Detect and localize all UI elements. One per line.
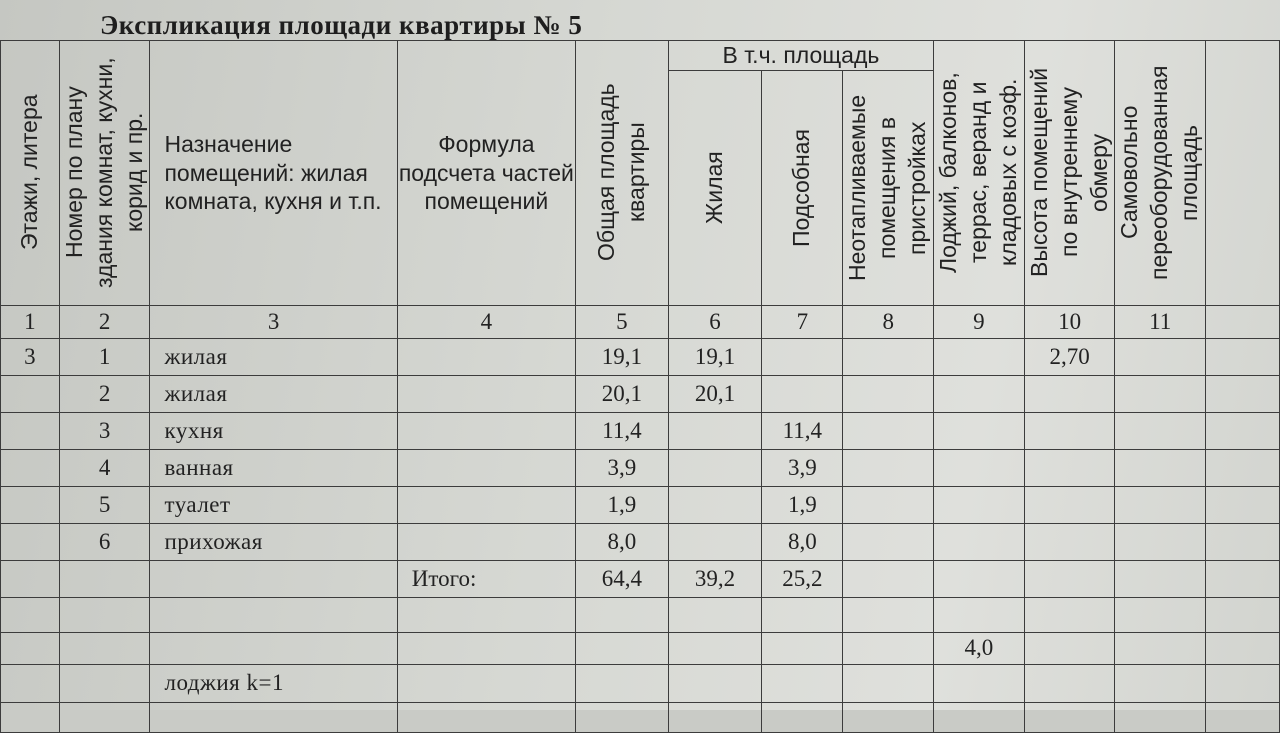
aux-area: 11,4 (762, 412, 843, 449)
room-name: туалет (150, 486, 397, 523)
total-area: 3,9 (575, 449, 668, 486)
total-area: 20,1 (575, 375, 668, 412)
totals-row (1, 560, 1280, 597)
aux-area (762, 338, 843, 375)
living-area (668, 523, 761, 560)
header-auxiliary: Подсобная (762, 70, 843, 305)
table-row (1, 375, 1280, 412)
room-height: 2,70 (1024, 338, 1115, 375)
room-height (1024, 523, 1115, 560)
room-name: жилая (150, 338, 397, 375)
header-formula: Формула подсчета частей помещений (397, 41, 575, 306)
loggia-row (1, 664, 1280, 702)
header-unheated: Неотапливаемые помещения в пристройках (843, 70, 934, 305)
room-number: 6 (59, 523, 150, 560)
total-area: 1,9 (575, 486, 668, 523)
table-row (1, 486, 1280, 523)
header-floors: Этажи, литера (1, 41, 60, 306)
header-total-area: Общая площадь квартиры (575, 41, 668, 306)
loggia-label: лоджия k=1 (150, 664, 397, 702)
table-row (1, 523, 1280, 560)
table-row (1, 449, 1280, 486)
header-including-area: В т.ч. площадь (668, 41, 933, 71)
room-height (1024, 412, 1115, 449)
floor-mark: 3 (1, 338, 60, 375)
loggia-area: 4,0 (934, 632, 1025, 664)
room-number: 5 (59, 486, 150, 523)
header-extra (1206, 41, 1280, 306)
room-name: ванная (150, 449, 397, 486)
header-self-converted: Самовольно переоборудованная площадь (1115, 41, 1206, 306)
totals-living-area: 39,2 (668, 560, 761, 597)
room-number: 2 (59, 375, 150, 412)
header-loggias: Лоджий, балконов, террас, веранд и кладовых с коэф. (934, 41, 1025, 306)
table-row (1, 597, 1280, 632)
room-number: 4 (59, 449, 150, 486)
totals-aux-area: 25,2 (762, 560, 843, 597)
room-number: 3 (59, 412, 150, 449)
room-name: жилая (150, 375, 397, 412)
totals-label: Итого: (397, 560, 575, 597)
living-area (668, 412, 761, 449)
document-title: Экспликация площади квартиры № 5 (100, 10, 583, 40)
room-height (1024, 449, 1115, 486)
room-number: 1 (59, 338, 150, 375)
header-height: Высота помещений по внутреннему обмеру (1024, 41, 1115, 306)
column-number-row: 1 2 3 4 5 6 7 8 9 10 11 (1, 305, 1280, 338)
living-area: 19,1 (668, 338, 761, 375)
living-area (668, 486, 761, 523)
room-height (1024, 486, 1115, 523)
header-room-number: Номер по плану здания комнат, кухни, корид и пр. (59, 41, 150, 306)
header-purpose: Назначение помещений: жилая комната, кухня и т.п. (150, 41, 397, 306)
total-area: 11,4 (575, 412, 668, 449)
room-height (1024, 375, 1115, 412)
total-area: 8,0 (575, 523, 668, 560)
living-area (668, 449, 761, 486)
explication-table (0, 40, 1280, 733)
table-row (1, 702, 1280, 732)
loggia-value-row (1, 632, 1280, 664)
table-row (1, 338, 1280, 375)
aux-area (762, 375, 843, 412)
totals-total-area: 64,4 (575, 560, 668, 597)
aux-area: 3,9 (762, 449, 843, 486)
room-name: кухня (150, 412, 397, 449)
header-living: Жилая (668, 70, 761, 305)
total-area: 19,1 (575, 338, 668, 375)
aux-area: 8,0 (762, 523, 843, 560)
aux-area: 1,9 (762, 486, 843, 523)
living-area: 20,1 (668, 375, 761, 412)
table-row (1, 412, 1280, 449)
room-name: прихожая (150, 523, 397, 560)
